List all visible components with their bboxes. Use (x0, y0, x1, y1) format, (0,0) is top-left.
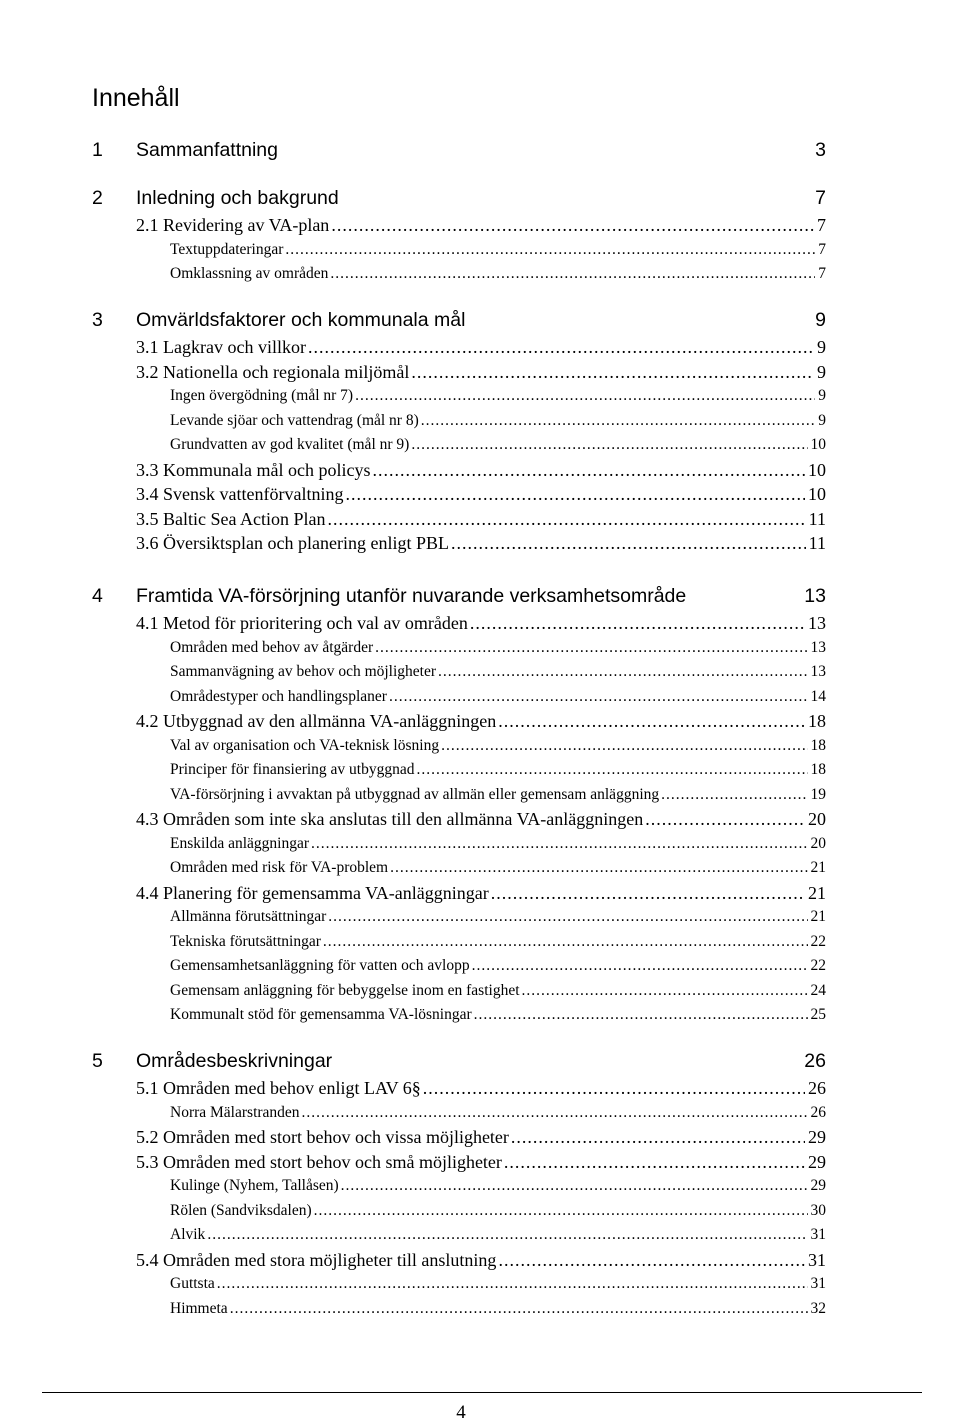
entry-title: Kommunalt stöd för gemensamma VA-lösningar (170, 1006, 472, 1023)
chapter-title: Områdesbeskrivningar (136, 1050, 333, 1072)
entry-page: 20 (810, 835, 826, 852)
toc-subsection[interactable] (170, 1101, 826, 1125)
entry-title: Principer för finansiering av utbyggnad (170, 761, 415, 778)
dot-leader (498, 1248, 805, 1272)
entry-title: 4.2 Utbyggnad av den allmänna VA-anläggningen (136, 711, 497, 731)
toc-heading: Innehåll (92, 84, 180, 112)
entry-title: 3.3 Kommunala mål och policys (136, 460, 371, 480)
toc-chapter-5[interactable] (92, 1049, 826, 1073)
entry-title: Omklassning av områden (170, 265, 329, 282)
chapter-page: 7 (815, 187, 826, 209)
toc-section[interactable] (136, 611, 826, 635)
entry-title: 3.2 Nationella och regionala miljömål (136, 362, 410, 382)
dot-leader (474, 1003, 808, 1027)
toc-section[interactable] (136, 458, 826, 482)
toc-subsection[interactable] (170, 660, 826, 684)
entry-title: Enskilda anläggningar (170, 835, 310, 852)
entry-title: Kulinge (Nyhem, Tallåsen) (170, 1177, 339, 1194)
entry-page: 9 (817, 337, 826, 357)
dot-leader (302, 1101, 808, 1125)
entry-title: Levande sjöar och vattendrag (mål nr 8) (170, 412, 419, 429)
dot-leader (341, 1174, 808, 1198)
entry-page: 21 (810, 908, 826, 925)
entry-page: 10 (810, 436, 826, 453)
entry-title: Ingen övergödning (mål nr 7) (170, 387, 354, 404)
chapter-number: 5 (92, 1050, 103, 1072)
entry-page: 18 (808, 711, 826, 731)
entry-page: 26 (810, 1104, 826, 1121)
toc-section[interactable] (136, 881, 826, 905)
entry-page: 19 (810, 786, 826, 803)
entry-page: 10 (808, 460, 826, 480)
toc-section[interactable] (136, 360, 826, 384)
toc-subsection[interactable] (170, 1223, 826, 1247)
entry-page: 7 (817, 215, 826, 235)
toc-section[interactable] (136, 1248, 826, 1272)
entry-page: 31 (810, 1226, 826, 1243)
entry-page: 13 (810, 663, 826, 680)
entry-title: Val av organisation och VA-teknisk lösning (170, 737, 440, 754)
dot-leader (308, 335, 814, 359)
chapter-title: Omvärldsfaktorer och kommunala mål (136, 309, 466, 331)
dot-leader (522, 979, 808, 1003)
entry-page: 31 (810, 1275, 826, 1292)
toc-section[interactable] (136, 709, 826, 733)
dot-leader (411, 433, 807, 457)
entry-title: Gemensamhetsanläggning för vatten och avlopp (170, 957, 470, 974)
entry-page: 13 (808, 613, 826, 633)
chapter-title: Inledning och bakgrund (136, 187, 339, 209)
chapter-number: 1 (92, 139, 103, 161)
toc-subsection[interactable] (170, 384, 826, 408)
toc-subsection[interactable] (170, 930, 826, 954)
entry-page: 25 (810, 1006, 826, 1023)
toc-subsection[interactable] (170, 1003, 826, 1027)
toc-subsection[interactable] (170, 636, 826, 660)
toc-section[interactable] (136, 531, 826, 555)
entry-page: 7 (818, 265, 826, 282)
chapter-page: 13 (804, 585, 826, 607)
toc-subsection[interactable] (170, 783, 826, 807)
chapter-number: 2 (92, 187, 103, 209)
entry-title: Sammanvägning av behov och möjligheter (170, 663, 437, 680)
entry-page: 32 (810, 1300, 826, 1317)
toc-subsection[interactable] (170, 1174, 826, 1198)
entry-page: 13 (810, 639, 826, 656)
entry-page: 20 (808, 809, 826, 829)
dot-leader (314, 1199, 808, 1223)
dot-leader (345, 482, 805, 506)
dot-leader (421, 409, 815, 433)
entry-title: Områden med behov av åtgärder (170, 639, 374, 656)
dot-leader (472, 954, 808, 978)
entry-page: 7 (818, 241, 826, 258)
entry-page: 9 (817, 362, 826, 382)
chapter-number: 3 (92, 309, 103, 331)
entry-title: 4.4 Planering för gemensamma VA-anläggningar (136, 883, 489, 903)
toc-subsection[interactable] (170, 262, 826, 286)
dot-leader (230, 1297, 808, 1321)
entry-page: 9 (818, 412, 826, 429)
toc-subsection[interactable] (170, 238, 826, 262)
chapter-number: 4 (92, 585, 103, 607)
toc-section[interactable] (136, 1150, 826, 1174)
entry-title: Grundvatten av god kvalitet (mål nr 9) (170, 436, 410, 453)
entry-page: 29 (808, 1152, 826, 1172)
dot-leader (491, 881, 805, 905)
entry-page: 21 (810, 859, 826, 876)
entry-page: 18 (810, 737, 826, 754)
entry-page: 22 (810, 957, 826, 974)
entry-title: 3.4 Svensk vattenförvaltning (136, 484, 344, 504)
entry-page: 22 (810, 933, 826, 950)
toc-subsection[interactable] (170, 433, 826, 457)
entry-page: 14 (810, 688, 826, 705)
toc-subsection[interactable] (170, 1272, 826, 1296)
toc-subsection[interactable] (170, 685, 826, 709)
toc-subsection[interactable] (170, 856, 826, 880)
dot-leader (331, 213, 814, 237)
dot-leader (375, 636, 807, 660)
entry-page: 10 (808, 484, 826, 504)
dot-leader (423, 1076, 805, 1100)
entry-page: 18 (810, 761, 826, 778)
entry-title: Norra Mälarstranden (170, 1104, 300, 1121)
entry-page: 30 (810, 1202, 826, 1219)
dot-leader (498, 709, 805, 733)
dot-leader (330, 262, 815, 286)
dot-leader (504, 1150, 805, 1174)
entry-page: 29 (810, 1177, 826, 1194)
dot-leader (661, 783, 807, 807)
dot-leader (311, 832, 807, 856)
dot-leader (285, 238, 815, 262)
toc-chapter-4[interactable] (92, 584, 826, 608)
dot-leader (389, 685, 808, 709)
entry-title: Områden med risk för VA-problem (170, 859, 389, 876)
entry-page: 29 (808, 1127, 826, 1147)
entry-title: Textuppdateringar (170, 241, 284, 258)
toc-subsection[interactable] (170, 954, 826, 978)
entry-title: Allmänna förutsättningar (170, 908, 327, 925)
toc-section[interactable] (136, 507, 826, 531)
toc-subsection[interactable] (170, 734, 826, 758)
dot-leader (511, 1125, 805, 1149)
dot-leader (323, 930, 808, 954)
dot-leader (417, 758, 808, 782)
entry-page: 11 (808, 533, 826, 553)
toc-section[interactable] (136, 1125, 826, 1149)
entry-title: 5.1 Områden med behov enligt LAV 6§ (136, 1078, 421, 1098)
toc-section[interactable] (136, 482, 826, 506)
entry-title: Himmeta (170, 1300, 228, 1317)
entry-title: Guttsta (170, 1275, 215, 1292)
toc-section[interactable] (136, 1076, 826, 1100)
entry-title: Områdestyper och handlingsplaner (170, 688, 387, 705)
chapter-title: Sammanfattning (136, 139, 278, 161)
toc-subsection[interactable] (170, 409, 826, 433)
toc-section[interactable] (136, 213, 826, 237)
dot-leader (645, 807, 805, 831)
entry-page: 31 (808, 1250, 826, 1270)
dot-leader (328, 905, 807, 929)
entry-page: 21 (808, 883, 826, 903)
entry-page: 9 (818, 387, 826, 404)
toc-subsection[interactable] (170, 1297, 826, 1321)
toc-subsection[interactable] (170, 979, 826, 1003)
toc-section[interactable] (136, 335, 826, 359)
entry-title: 5.2 Områden med stort behov och vissa möjligheter (136, 1127, 509, 1147)
toc-chapter-1[interactable] (92, 138, 826, 162)
dot-leader (451, 531, 806, 555)
toc-chapter-2[interactable] (92, 186, 826, 210)
entry-title: 4.1 Metod för prioritering och val av områden (136, 613, 468, 633)
dot-leader (217, 1272, 808, 1296)
toc-subsection[interactable] (170, 832, 826, 856)
entry-title: Rölen (Sandviksdalen) (170, 1202, 312, 1219)
toc-subsection[interactable] (170, 758, 826, 782)
toc-section[interactable] (136, 807, 826, 831)
entry-title: 5.3 Områden med stort behov och små möjligheter (136, 1152, 502, 1172)
dot-leader (438, 660, 807, 684)
dot-leader (411, 360, 814, 384)
chapter-page: 26 (804, 1050, 826, 1072)
entry-title: 3.5 Baltic Sea Action Plan (136, 509, 326, 529)
dot-leader (372, 458, 805, 482)
dot-leader (441, 734, 807, 758)
entry-title: VA-försörjning i avvaktan på utbyggnad av allmän eller gemensam anläggning (170, 786, 660, 803)
entry-page: 11 (808, 509, 826, 529)
dot-leader (470, 611, 805, 635)
entry-title: 3.6 Översiktsplan och planering enligt PBL (136, 533, 449, 553)
chapter-page: 3 (815, 139, 826, 161)
entry-title: 5.4 Områden med stora möjligheter till anslutning (136, 1250, 497, 1270)
entry-page: 26 (808, 1078, 826, 1098)
entry-title: 3.1 Lagkrav och villkor (136, 337, 306, 357)
entry-title: Tekniska förutsättningar (170, 933, 321, 950)
dot-leader (327, 507, 805, 531)
footer-divider (42, 1392, 922, 1393)
entry-title: Alvik (170, 1226, 206, 1243)
dot-leader (390, 856, 807, 880)
entry-title: Gemensam anläggning för bebyggelse inom en fastighet (170, 982, 520, 999)
chapter-page: 9 (815, 309, 826, 331)
toc-chapter-3[interactable] (92, 308, 826, 332)
entry-title: 2.1 Revidering av VA-plan (136, 215, 330, 235)
chapter-title: Framtida VA-försörjning utanför nuvarande verksamhetsområde (136, 585, 687, 607)
dot-leader (355, 384, 815, 408)
dot-leader (207, 1223, 807, 1247)
entry-page: 24 (810, 982, 826, 999)
page-number: 4 (456, 1402, 466, 1423)
toc-subsection[interactable] (170, 905, 826, 929)
entry-title: 4.3 Områden som inte ska anslutas till den allmänna VA-anläggningen (136, 809, 644, 829)
toc-subsection[interactable] (170, 1199, 826, 1223)
